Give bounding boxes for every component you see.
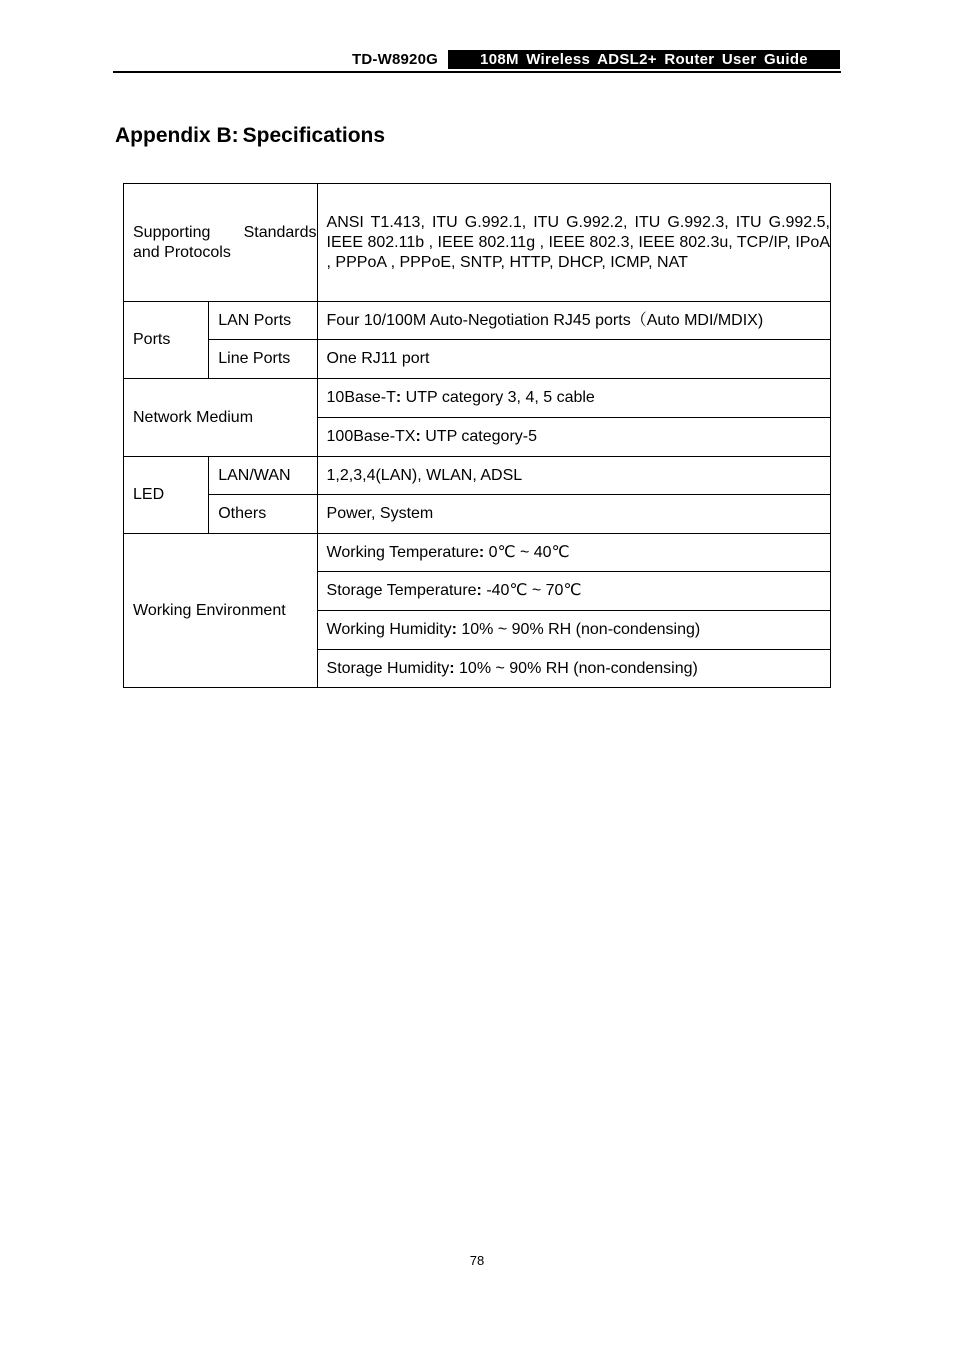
appendix-title: [115, 124, 385, 148]
table-row: [124, 534, 831, 572]
table-row: [124, 457, 831, 495]
table-row: [124, 379, 831, 418]
colon: :: [478, 543, 485, 561]
environment-label: Working Environment: [124, 534, 318, 688]
network-medium-item-1: [317, 379, 830, 418]
storage-humidity-key: Storage Humidity: [326, 659, 450, 677]
network-medium-key-1: 10Base-T: [326, 389, 396, 406]
header-title: 108M Wireless ADSL2+ Router User Guide: [448, 50, 840, 69]
colon: :: [415, 428, 421, 445]
working-humidity-value: 10% ~ 90% RH (non-condensing): [456, 621, 701, 638]
led-lanwan-label: LAN/WAN: [209, 457, 317, 495]
led-lanwan-value: 1,2,3,4(LAN), WLAN, ADSL: [317, 457, 830, 495]
table-row: [124, 184, 831, 302]
lan-ports-value: Four 10/100M Auto-Negotiation RJ45 ports（Auto MDI/MDIX): [317, 302, 830, 340]
line-ports-value: One RJ11 port: [317, 340, 830, 379]
network-medium-value-2: UTP category-5: [420, 428, 537, 445]
colon: :: [451, 621, 457, 638]
storage-temperature: [317, 572, 830, 611]
standards-label: Supporting Standards and Protocols: [124, 184, 318, 302]
working-temperature-key: Working Temperature: [326, 543, 479, 561]
storage-humidity: [317, 650, 830, 688]
page-number: 78: [469, 1253, 485, 1268]
colon: :: [449, 659, 455, 677]
specifications-table: [123, 183, 831, 688]
table-row: [124, 302, 831, 340]
network-medium-item-2: [317, 418, 830, 457]
page-header: [113, 50, 841, 73]
led-others-label: Others: [209, 495, 317, 534]
storage-humidity-value: 10% ~ 90% RH (non-condensing): [454, 659, 698, 677]
working-humidity-key: Working Humidity: [326, 621, 452, 638]
working-temperature-value: 0℃ ~ 40℃: [484, 543, 570, 561]
colon: :: [476, 582, 482, 599]
colon: :: [395, 389, 402, 406]
storage-temperature-value: -40℃ ~ 70℃: [481, 582, 582, 599]
appendix-heading: Specifications: [242, 124, 386, 147]
led-label: LED: [124, 457, 209, 534]
table-row: [124, 340, 831, 379]
network-medium-key-2: 100Base-TX: [326, 428, 416, 445]
working-temperature: [317, 534, 830, 572]
line-ports-label: Line Ports: [209, 340, 317, 379]
network-medium-label: Network Medium: [124, 379, 318, 457]
lan-ports-label: LAN Ports: [209, 302, 317, 340]
ports-label: Ports: [124, 302, 209, 379]
header-model: TD-W8920G: [352, 51, 438, 68]
working-humidity: [317, 611, 830, 650]
appendix-label: Appendix B:: [115, 124, 239, 147]
table-row: [124, 495, 831, 534]
network-medium-value-1: UTP category 3, 4, 5 cable: [401, 389, 595, 406]
standards-value: ANSI T1.413, ITU G.992.1, ITU G.992.2, ITU G.992.3, ITU G.992.5, IEEE 802.11b , IEEE 802.11g , IEEE 802.3, IEEE 802.3u, TCP/IP, IPoA , PPPoA , PPPoE, SNTP, HTTP, DHCP, ICMP, NAT: [317, 184, 830, 302]
storage-temperature-key: Storage Temperature: [326, 582, 477, 599]
led-others-value: Power, System: [317, 495, 830, 534]
